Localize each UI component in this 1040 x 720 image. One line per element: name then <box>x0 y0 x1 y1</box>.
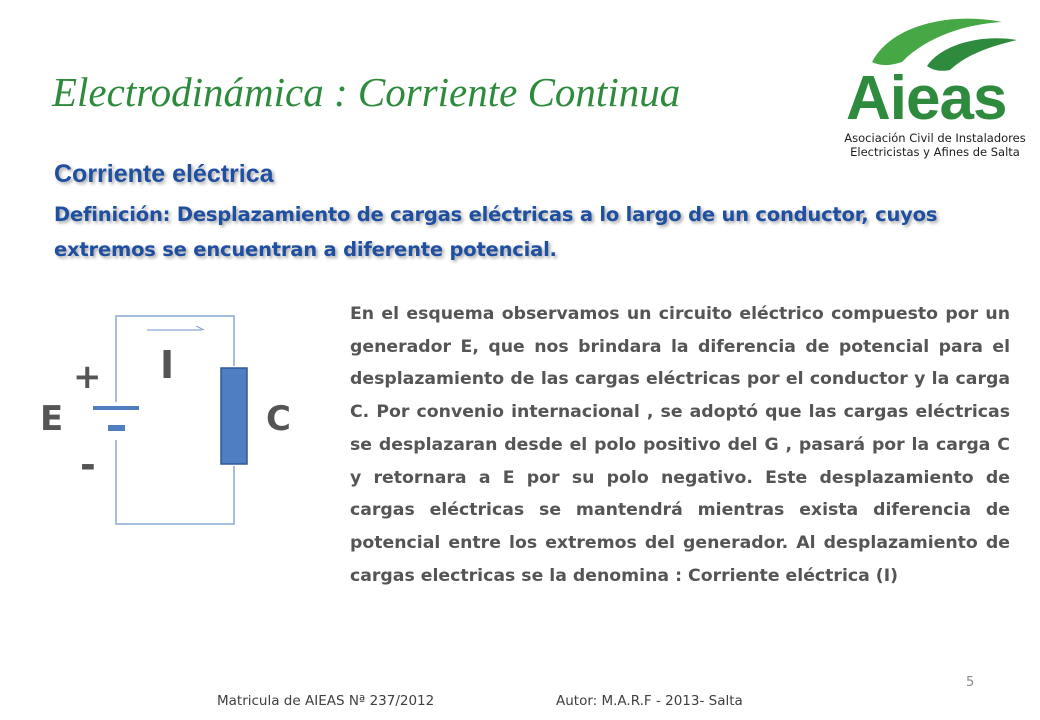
section-heading: Corriente eléctrica <box>54 160 274 188</box>
load-resistor <box>221 368 247 464</box>
circuit-diagram <box>30 300 310 540</box>
load-label: C <box>266 399 291 439</box>
footer-author: Autor: M.A.R.F - 2013- Salta <box>556 693 743 709</box>
explanation-paragraph: En el esquema observamos un circuito eléctrico compuesto por un generador E, que nos brindara la diferencia de potencial para el desplazamiento de las cargas eléctricas por el conductor y la carga C. Por convenio internacional , se adoptó que las cargas eléctricas se desplazaran desde el polo positivo del G , pasará por la carga C y retornara a E por su polo negativo. Este desplazamiento de cargas eléctricas se mantendrá mientras exista diferencia de potencial entre los extremos del generador. Al desplazamiento de cargas electricas se la denomina : Corriente eléctrica (I) <box>350 304 1010 586</box>
definition-text: Definición: Desplazamiento de cargas eléctricas a lo largo de un conductor, cuyos extremos se encuentran a diferente potencial. <box>54 203 938 261</box>
page-number: 5 <box>966 675 975 690</box>
footer-registration: Matricula de AIEAS Nª 237/2012 <box>217 693 435 709</box>
slide-title: Electrodinámica : Corriente Continua <box>52 69 681 115</box>
battery-positive-plate <box>93 406 139 410</box>
logo-subtitle-line1: Asociación Civil de Instaladores <box>844 131 1026 145</box>
minus-label: - <box>80 443 96 487</box>
logo-wordmark: Aieas <box>846 64 1007 133</box>
battery-negative-plate <box>108 425 125 431</box>
generator-label: E <box>40 399 64 439</box>
current-label: I <box>160 343 175 387</box>
plus-label: + <box>73 357 102 397</box>
logo-subtitle-line2: Electricistas y Afines de Salta <box>850 145 1020 159</box>
